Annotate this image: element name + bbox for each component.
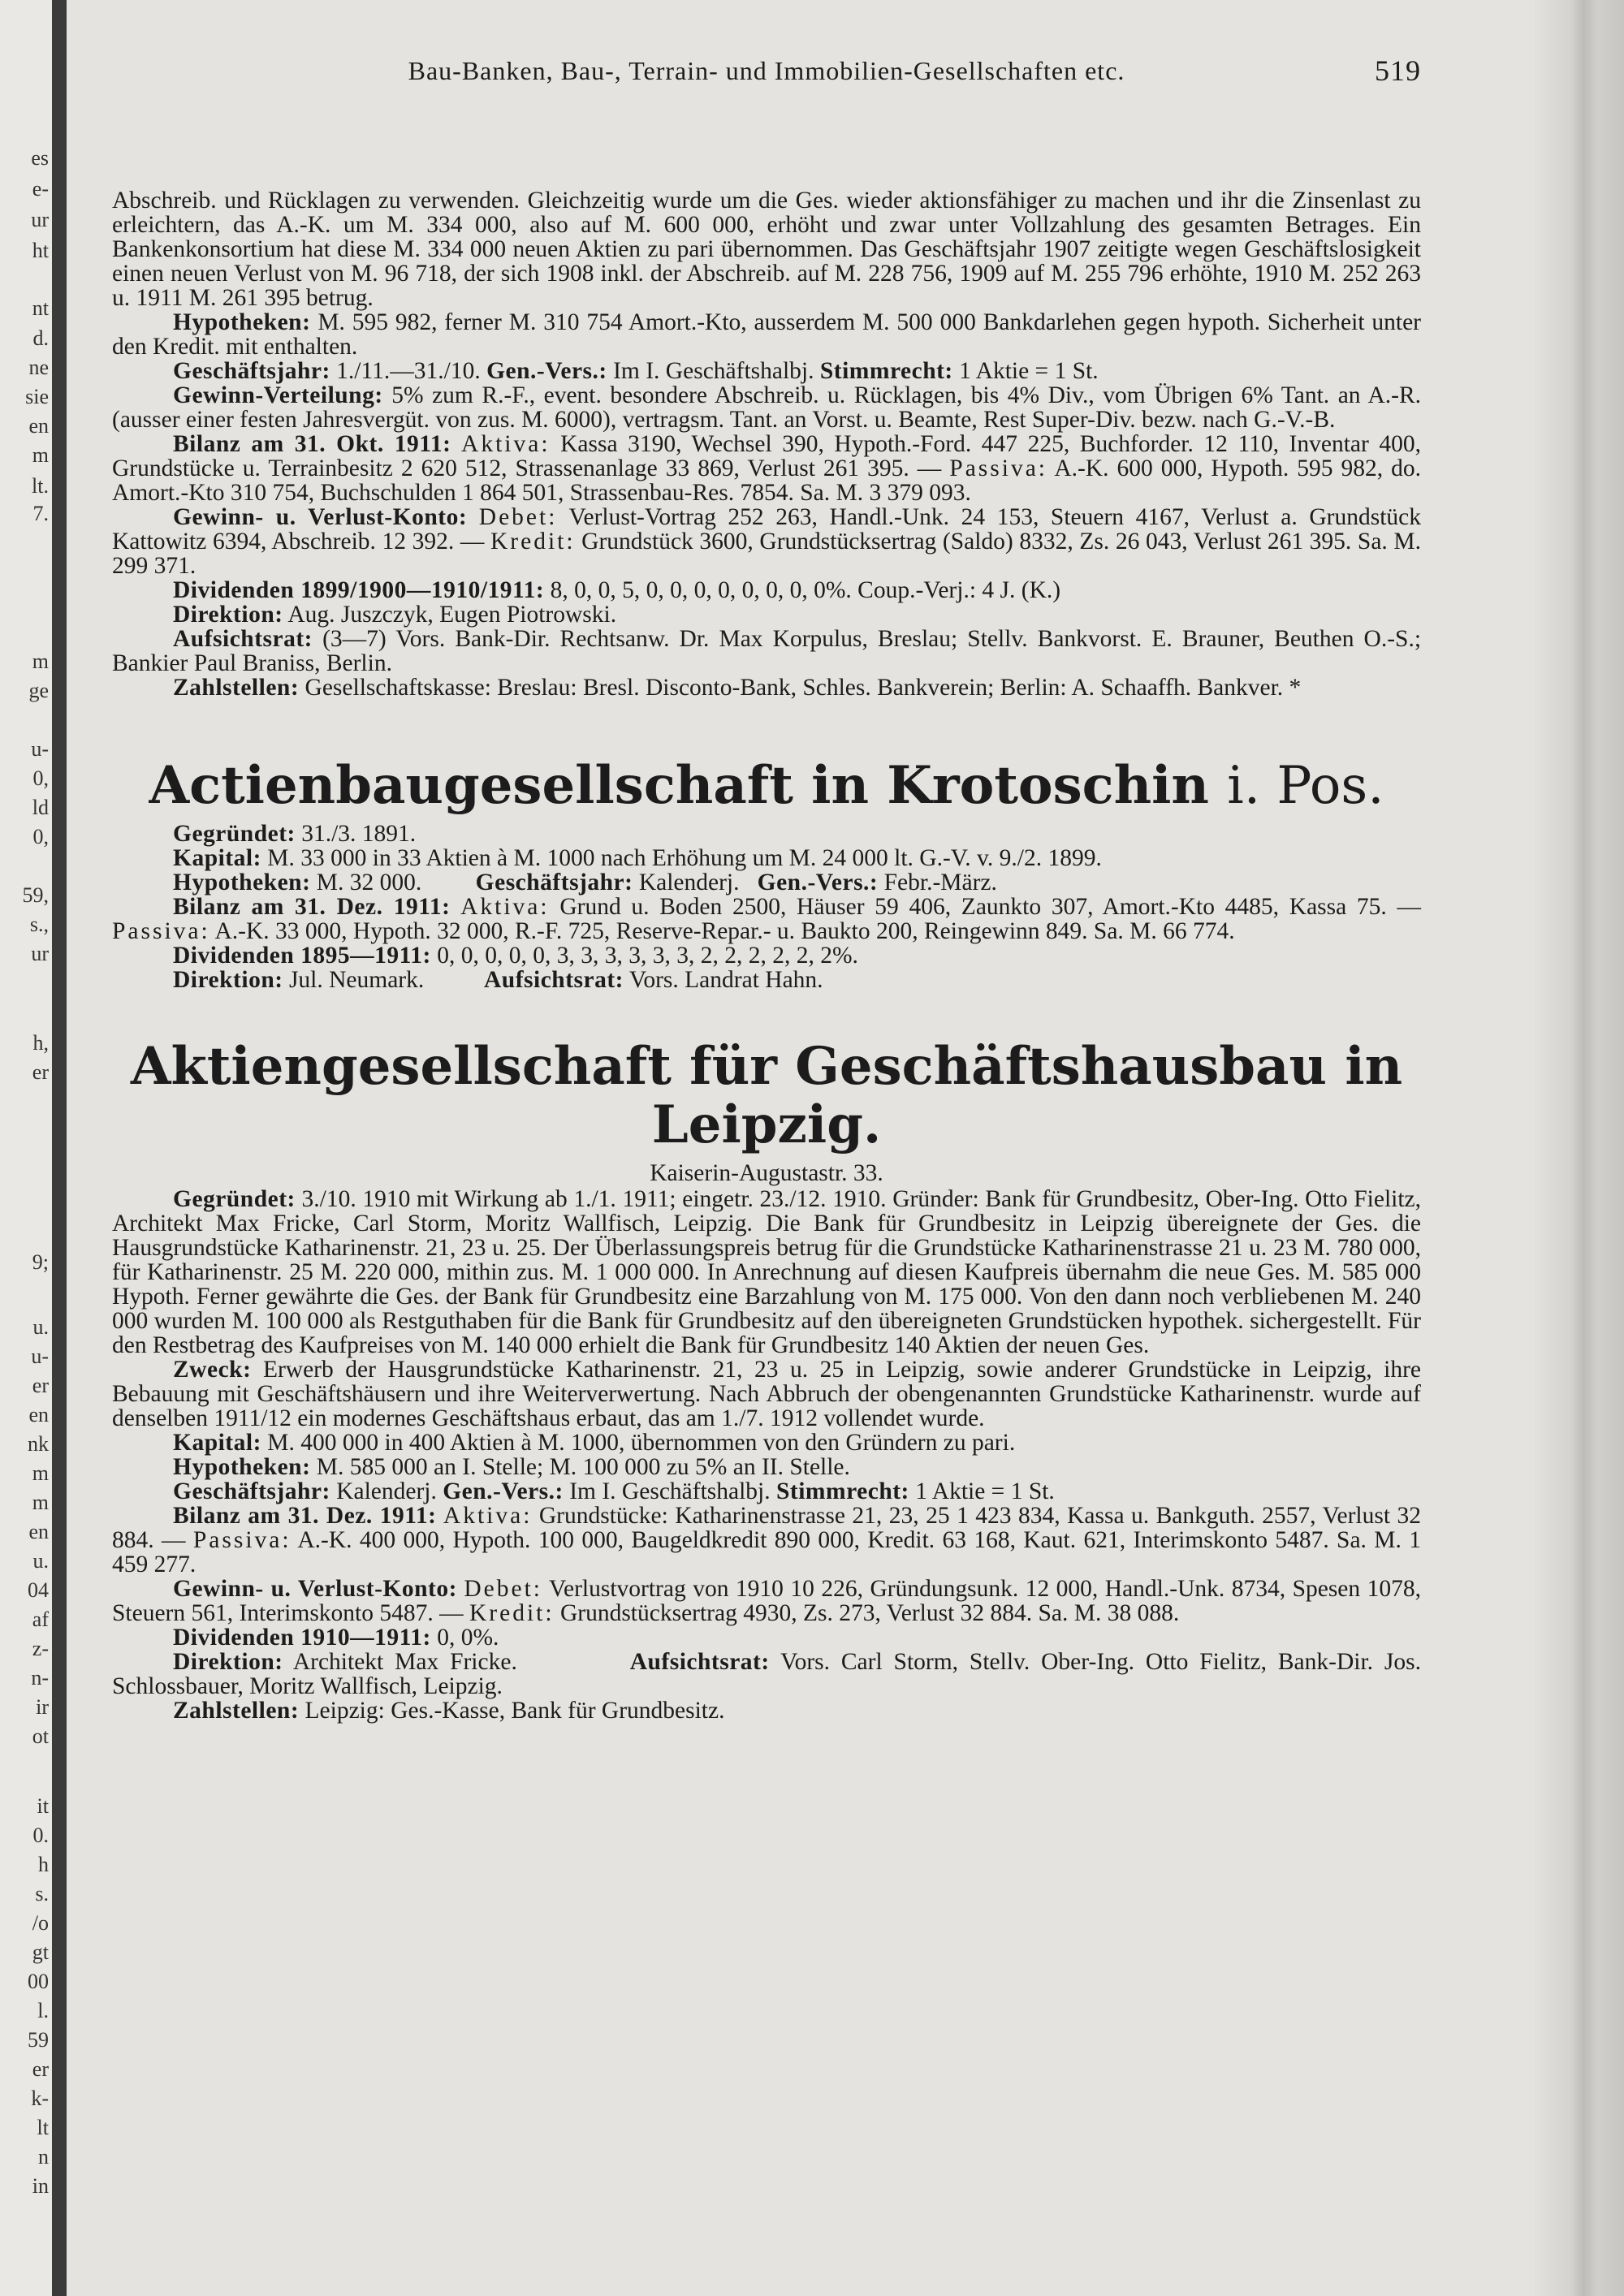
margin-fragment: it [37,1794,49,1818]
margin-fragment: 9; [32,1250,49,1274]
margin-fragment: es [31,146,49,170]
margin-fragment: ir [36,1695,49,1719]
margin-fragment: m [32,1461,49,1485]
margin-fragment: ot [32,1724,49,1748]
margin-fragment: u. [32,1315,49,1339]
aufsichtsrat-entry: Aufsichtsrat: (3—7) Vors. Bank-Dir. Rechtsanw. Dr. Max Korpulus, Breslau; Stellv. Bankvorst. E. Brauner, Beuthen O.-S.; Bankier Paul Braniss, Berlin. [112,626,1422,676]
margin-fragment: er [32,2057,49,2081]
margin-fragment: z- [32,1637,49,1660]
book-gutter [52,0,67,2296]
company-title-leipzig: Aktiengesellschaft für Geschäftshausbau in Leipzig. [130,1036,1403,1155]
margin-fragment: /o [32,1911,49,1935]
margin-fragment: af [32,1608,49,1631]
direktion-entry: Direktion: Jul. Neumark. Aufsichtsrat: Vors. Landrat Hahn. [173,967,823,993]
margin-fragment: nt [32,296,49,320]
margin-fragment: 59, [22,883,49,907]
margin-fragment: l. [37,1999,49,2022]
margin-fragment: s. [35,1882,49,1905]
margin-fragment: gt [32,1940,49,1964]
margin-fragment: 7. [32,502,49,525]
margin-fragment: u. [32,1549,49,1573]
bilanz-entry: Bilanz am 31. Dez. 1911: Aktiva: Grundstücke: Katharinenstrasse 21, 23, 25 1 423 834, Kassa u. Bankguth. 2557, Verlust 32 884. — Passiva: A.-K. 400 000, Hypoth. 100 000, Baugeldkredit 890 000, Kredit. 63 168, Kaut. 621, Interimskonto 5487. Sa. M. 1 459 277. [112,1503,1422,1577]
margin-fragment: 04 [28,1578,49,1602]
company-address: Kaiserin-Augustastr. 33. [650,1160,883,1186]
margin-fragment: sie [25,385,49,408]
dividenden-entry: Dividenden 1895—1911: 0, 0, 0, 0, 0, 3, 3, 3, 3, 3, 3, 2, 2, 2, 2, 2, 2%. [173,943,858,969]
bilanz-entry: Bilanz am 31. Okt. 1911: Aktiva: Kassa 3190, Wechsel 390, Hypoth.-Ford. 447 225, Buchforder. 12 110, Inventar 400, Grundstücke u. Terrainbesitz 2 620 512, Strassenanlage 33 869, Verlust 261 395. — Passiva: A.-K. 600 000, Hypoth. 595 982, do. Amort.-Kto 310 754, Buchschulden 1 864 501, Strassenbau-Res. 7854. Sa. M. 3 379 093. [112,431,1422,506]
margin-fragment: u- [31,737,49,761]
margin-fragment: h [38,1853,49,1876]
gegruendet-entry: Gegründet: 31./3. 1891. [173,821,417,847]
margin-fragment: k- [31,2087,49,2110]
margin-fragment: nk [28,1432,49,1456]
margin-fragment: n [38,2145,49,2169]
margin-fragment: m [32,1491,49,1514]
margin-fragment: h, [32,1031,49,1055]
intro-paragraph: Abschreib. und Rücklagen zu verwenden. Gleichzeitig wurde um die Ges. wieder aktionsfähiger zu machen und ihr die Zinsenlast zu erleichtern, das A.-K. um M. 334 000, also auf M. 600 000, erhöht und zwar unter Vollzahlung des gesamten Betrages. Ein Bankenkonsortium hat diese M. 334 000 neuen Aktien zu pari übernommen. Das Geschäftsjahr 1907 zeitigte wegen Geschäftslosigkeit einen neuen Verlust von M. 96 718, der sich 1908 inkl. der Abschreib. auf M. 228 756, 1909 auf M. 255 796 erhöhte, 1910 M. 252 263 u. 1911 M. 261 395 betrug. [112,188,1421,311]
margin-fragment: 0. [32,1823,49,1847]
margin-fragment: m [32,443,49,467]
margin-fragment: ht [32,239,49,262]
guv-entry: Gewinn- u. Verlust-Konto: Debet: Verlust-Vortrag 252 263, Handl.-Unk. 24 153, Steuern 4167, Verlust a. Grundstück Kattowitz 6394, Abschreib. 12 392. — Kredit: Grundstück 3600, Grundstücksertrag (Saldo) 8332, Zs. 26 043, Verlust 261 395. Sa. M. 299 371. [112,504,1422,579]
margin-fragment: ur [31,208,49,231]
adjacent-page-margin [0,0,52,2296]
dividenden-entry: Dividenden 1899/1900—1910/1911: 8, 0, 0, 5, 0, 0, 0, 0, 0, 0, 0, 0%. Coup.-Verj.: 4 J. (K.) [173,577,1061,603]
hypotheken-entry: Hypotheken: M. 595 982, ferner M. 310 754 Amort.-Kto, ausserdem M. 500 000 Bankdarlehen gegen hypoth. Sicherheit unter den Kredit. mit enthalten. [112,309,1422,360]
kapital-entry: Kapital: M. 33 000 in 33 Aktien à M. 1000 nach Erhöhung um M. 24 000 lt. G.-V. v. 9./2. 1899. [173,845,1102,871]
margin-fragment: ne [28,356,49,379]
zahlstellen-entry: Zahlstellen: Leipzig: Ges.-Kasse, Bank für Grundbesitz. [173,1698,725,1724]
bilanz-entry: Bilanz am 31. Dez. 1911: Aktiva: Grund u. Boden 2500, Häuser 59 406, Zaunkto 307, Amort.-Kto 4485, Kassa 75. — Passiva: A.-K. 33 000, Hypoth. 32 000, R.-F. 725, Reserve-Repar.- u. Baukto 200, Reingewinn 849. Sa. M. 66 774. [112,894,1421,944]
gewinn-verteilung-entry: Gewinn-Verteilung: 5% zum R.-F., event. besondere Abschreib. u. Rücklagen, bis 4% Div., vom Übrigen 6% Tant. an A.-R. (ausser einer festen Jahresvergüt. von zus. M. 6000), vertragsm. Tant. an Vorst. u. Beamte, Rest Super-Div. bezw. nach G.-V.-B. [112,382,1421,433]
page-body [112,54,1422,1724]
margin-fragment: d. [32,326,49,350]
page-edge [1535,0,1624,2296]
gegruendet-entry: Gegründet: 3./10. 1910 mit Wirkung ab 1./1. 1911; eingetr. 23./12. 1910. Gründer: Bank für Grundbesitz, Ober-Ing. Otto Fielitz, Architekt Max Fricke, Carl Storm, Moritz Wallfisch, Leipzig. Die Bank für Grundbesitz in Leipzig übereignete der Ges. die Hausgrundstücke Katharinenstr. 21, 23 u. 25. Der Überlassungspreis betrug für die Grundstücke Katharinenstrasse 21 u. 23 M. 780 000, für Katharinenstr. 25 M. 220 000, mithin zus. M. 1 000 000. In Anrechnung auf diesen Kaufpreis übernahm die neue Ges. M. 585 000 Hypoth. Ferner gewährte die Ges. der Bank für Grundbesitz eine Barzahlung von M. 175 000. Von den dann noch verbliebenen M. 240 000 wurden M. 100 000 als Restguthaben für die Bank für Grundbesitz auf den übereigneten Grundstücken hypothek. sichergestellt. Für den Restbetrag des Kaufpreises von M. 140 000 erhielt die Bank für Grundbesitz 140 Aktien der neuen Ges. [112,1186,1422,1358]
hypotheken-entry: Hypotheken: M. 32 000. Geschäftsjahr: Kalenderj. Gen.-Vers.: Febr.-März. [173,870,997,896]
margin-fragment: u- [31,1344,49,1368]
margin-fragment: en [28,1403,49,1426]
margin-fragment: lt. [32,474,49,498]
margin-fragment: ur [31,942,49,965]
guv-entry: Gewinn- u. Verlust-Konto: Debet: Verlustvortrag von 1910 10 226, Gründungsunk. 12 000, Handl.-Unk. 8734, Spesen 1078, Steuern 561, Interimskonto 5487. — Kredit: Grundstücksertrag 4930, Zs. 273, Verlust 32 884. Sa. M. 38 088. [112,1576,1421,1626]
margin-fragment: s., [29,913,49,936]
margin-fragment: in [32,2174,49,2198]
direktion-entry: Direktion: Aug. Juszczyk, Eugen Piotrowski. [173,602,617,628]
margin-fragment: 0, [32,766,49,790]
margin-fragment: 0, [32,825,49,848]
zahlstellen-entry: Zahlstellen: Gesellschaftskasse: Breslau: Bresl. Disconto-Bank, Schles. Bankverein; Berlin: A. Schaaffh. Bankver. * [173,675,1302,701]
margin-fragment: e- [32,177,49,201]
running-title: Bau-Banken, Bau-, Terrain- und Immobilien-Gesellschaften etc. [408,56,1125,85]
page-number: 519 [1375,54,1421,87]
running-head [112,54,1421,107]
hypotheken-entry: Hypotheken: M. 585 000 an I. Stelle; M. 100 000 zu 5% an II. Stelle. [173,1454,850,1480]
margin-fragment: er [32,1374,49,1397]
margin-fragment: lt [37,2116,49,2139]
dividenden-entry: Dividenden 1910—1911: 0, 0%. [173,1625,499,1651]
margin-fragment: ld [32,796,49,819]
geschaeftsjahr-entry: Geschäftsjahr: Kalenderj. Gen.-Vers.: Im I. Geschäftshalbj. Stimmrecht: 1 Aktie = 1 St. [173,1478,1055,1504]
margin-fragment: en [28,414,49,438]
zweck-entry: Zweck: Erwerb der Hausgrundstücke Katharinenstr. 21, 23 u. 25 in Leipzig, sowie anderer Grundstücke in Leipzig, ihre Bebauung mit Geschäftshäusern und ihre Weiterverwertung. Nach Abbruch der obengenannten Grundstücke Katharinenstr. wurde auf denselben 1911/12 ein modernes Geschäftshaus erbaut, das am 1./7. 1912 vollendet wurde. [112,1357,1422,1431]
margin-fragment: 00 [28,1970,49,1993]
company-title-krotoschin: Actienbaugesellschaft in Krotoschin i. Pos. [149,755,1384,816]
direktion-entry: Direktion: Architekt Max Fricke. Aufsichtsrat: Vors. Carl Storm, Stellv. Ober-Ing. Otto Fielitz, Bank-Dir. Jos. Schlossbauer, Moritz Wallfisch, Leipzig. [112,1649,1422,1699]
margin-fragment: m [32,650,49,673]
margin-fragment: n- [31,1666,49,1690]
margin-fragment: ge [28,679,49,702]
margin-fragment: 59 [28,2028,49,2052]
geschaeftsjahr-entry: Geschäftsjahr: 1./11.—31./10. Gen.-Vers.: Im I. Geschäftshalbj. Stimmrecht: 1 Aktie = 1 St. [173,358,1099,384]
margin-fragment: en [28,1520,49,1543]
margin-fragment: er [32,1060,49,1084]
kapital-entry: Kapital: M. 400 000 in 400 Aktien à M. 1000, übernommen von den Gründern zu pari. [173,1430,1016,1456]
